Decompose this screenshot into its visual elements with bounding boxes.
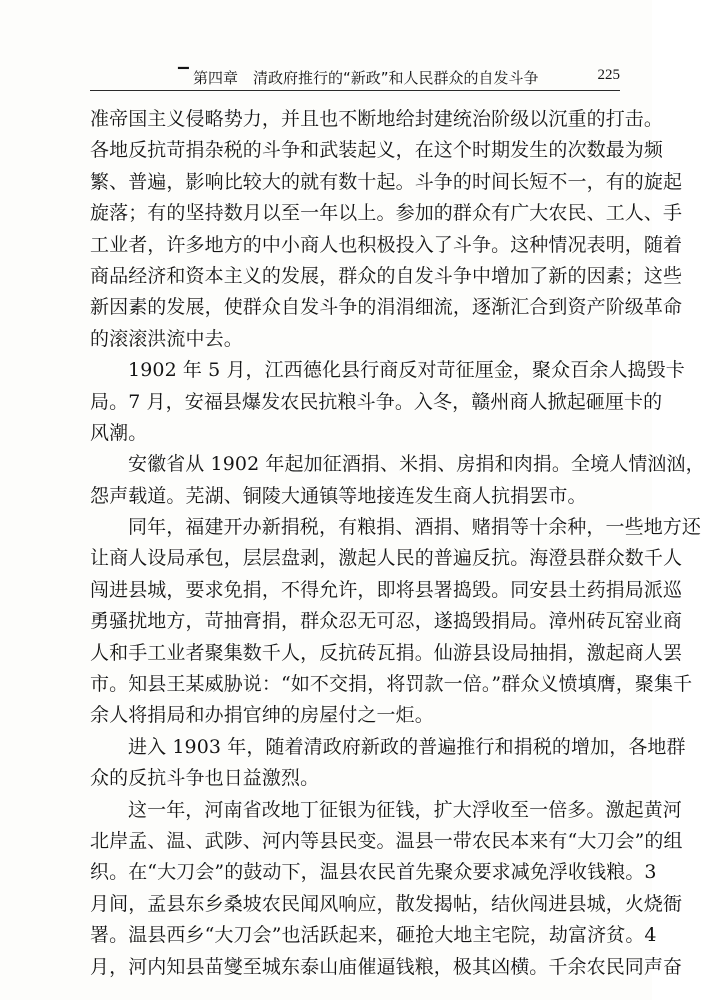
- text-line: 署。温县西乡“大刀会”也活跃起来，砸抢大地主宅院，劫富济贫。4: [90, 924, 657, 947]
- paragraph: [90, 355, 685, 449]
- text-line: 月间，孟县东乡桑坡农民闻风响应，散发揭帖，结伙闯进县城，火烧衙: [90, 892, 683, 915]
- text-line: 让商人设局承包，层层盘剥，激起人民的普遍反抗。海澄县群众数千人: [90, 547, 683, 570]
- paragraph: [90, 795, 683, 983]
- text-line: 繁、普遍，影响比较大的就有数十起。斗争的时间长短不一，有的旋起: [90, 170, 683, 193]
- text-line: 这一年，河南省改地丁征银为征钱，扩大浮收至一倍多。激起黄河: [128, 798, 682, 821]
- text-line: 准帝国主义侵略势力，并且也不断地给封建统治阶级以沉重的打击。: [90, 108, 664, 130]
- text-line: 进入 1903 年，随着清政府新政的普遍推行和捐税的增加，各地群: [128, 735, 686, 758]
- text-line: 闯进县城，要求免捐，不得允许，即将县署捣毁。同安县土药捐局派巡: [90, 578, 683, 601]
- paragraph: [90, 449, 705, 512]
- text-line: 新因素的发展，使群众自发斗争的涓涓细流，逐渐汇合到资产阶级革命: [90, 296, 683, 319]
- text-line: 余人将捐局和办捐官绅的房屋付之一炬。: [90, 704, 434, 727]
- text-line: 工业者，许多地方的中小商人也积极投入了斗争。这种情况表明，随着: [90, 233, 683, 256]
- text-line: 1902 年 5 月，江西德化县行商反对苛征厘金，聚众百余人捣毁卡: [128, 359, 685, 382]
- running-header: [90, 64, 620, 88]
- text-line: 旋落；有的坚持数月以至一年以上。参加的群众有广大农民、工人、手: [90, 202, 683, 225]
- text-line: 怨声载道。芜湖、铜陵大通镇等地接连发生商人抗捐罢市。: [90, 484, 587, 507]
- text-line: 勇骚扰地方，苛抽膏捐，群众忍无可忍，遂捣毁捐局。漳州砖瓦窑业商: [90, 610, 683, 633]
- body-text: [90, 104, 705, 983]
- text-line: 各地反抗苛捐杂税的斗争和武装起义，在这个时期发生的次数最为频: [90, 139, 664, 162]
- text-line: 同年，福建开办新捐税，有粮捐、酒捐、赌捐等十余种，一些地方还: [128, 516, 702, 539]
- text-line: 商品经济和资本主义的发展，群众的自发斗争中增加了新的因素；这些: [90, 264, 683, 287]
- text-line: 北岸孟、温、武陟、河内等县民变。温县一带农民本来有“大刀会”的组: [90, 829, 683, 852]
- paragraph: [90, 732, 686, 795]
- text-line: 的滚滚洪流中去。: [90, 327, 243, 350]
- header-rule: [90, 90, 620, 91]
- text-line: 风潮。: [90, 421, 148, 444]
- chapter-title: 第四章 清政府推行的“新政”和人民群众的自发斗争: [193, 69, 539, 87]
- page-number: 225: [597, 67, 620, 83]
- text-line: 众的反抗斗争也日益激烈。: [90, 767, 320, 790]
- text-line: 人和手工业者聚集数千人，反抗砖瓦捐。仙游县设局抽捐，激起商人罢: [90, 641, 683, 664]
- text-line: 市。知县王某威胁说：“如不交捐，将罚款一倍。”群众义愤填膺，聚集千: [90, 673, 693, 696]
- text-line: 局。7 月，安福县爆发农民抗粮斗争。入冬，赣州商人掀起砸厘卡的: [90, 390, 663, 413]
- text-line: 月，河内知县苗燮至城东泰山庙催逼钱粮，极其凶横。千余农民同声奋: [90, 955, 683, 978]
- paragraph: [90, 512, 702, 732]
- paragraph: [90, 104, 683, 355]
- text-line: 织。在“大刀会”的鼓动下，温县农民首先聚众要求减免浮收钱粮。3: [90, 861, 657, 884]
- text-line: 安徽省从 1902 年起加征酒捐、米捐、房捐和肉捐。全境人情汹汹，: [128, 453, 705, 476]
- header-ornament: ▔: [178, 68, 189, 84]
